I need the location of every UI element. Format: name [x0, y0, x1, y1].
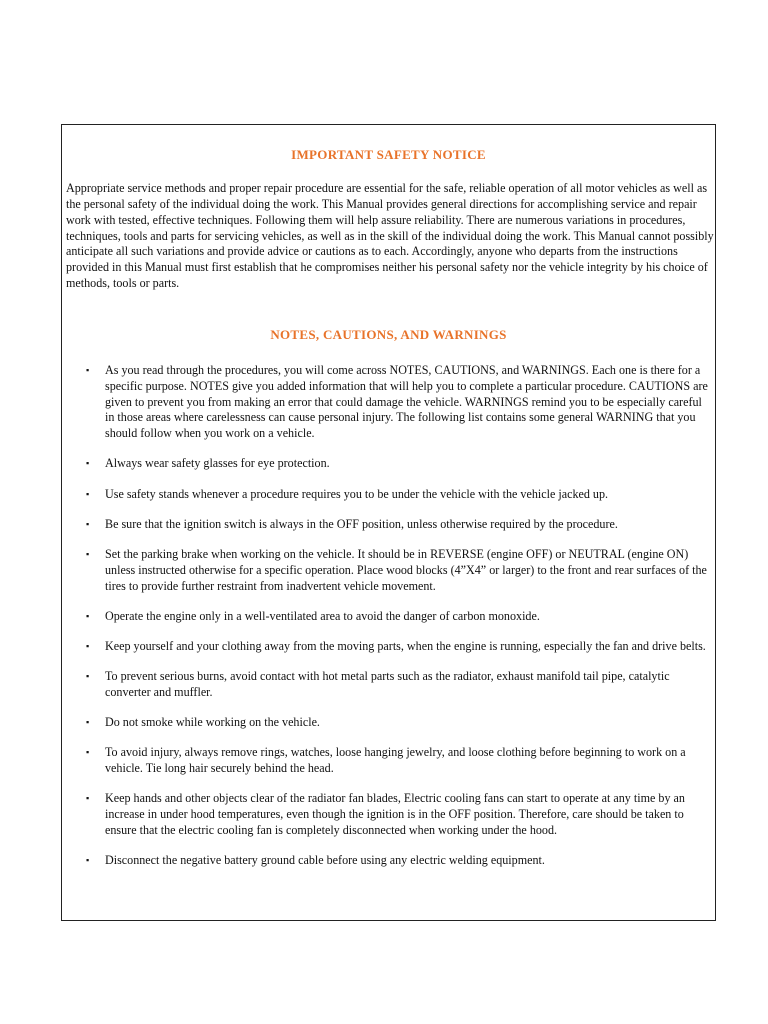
list-item: [62, 669, 715, 701]
list-item-text: Always wear safety glasses for eye protection.: [105, 456, 330, 471]
safety-notice-box: [61, 124, 716, 921]
square-bullet-icon: ▪: [86, 548, 90, 559]
list-item: [62, 639, 715, 655]
square-bullet-icon: ▪: [86, 855, 90, 866]
square-bullet-icon: ▪: [86, 610, 90, 621]
list-item-text: As you read through the procedures, you will come across NOTES, CAUTIONS, and WARNINGS. Each one is there for a specific purpose. NOTES give you added information that will help you to complete a particular procedure. CAUTIONS are given to prevent you from making an error that could damage the vehicle. WARNINGS remind you to be especially careful in those areas where carelessness can cause personal injury. The following list contains some general WARNING that you should follow when you work on a vehicle.: [105, 363, 708, 441]
list-item-text: Be sure that the ignition switch is always in the OFF position, unless otherwise required by the procedure.: [105, 516, 618, 531]
list-item: [62, 853, 715, 869]
list-item: [62, 363, 715, 442]
square-bullet-icon: ▪: [86, 518, 90, 529]
list-item-text: Do not smoke while working on the vehicle.: [105, 715, 320, 730]
list-item: [62, 547, 715, 594]
list-item: [62, 456, 715, 472]
warnings-section-title: NOTES, CAUTIONS, AND WARNINGS: [270, 327, 507, 342]
list-item: [62, 791, 715, 838]
list-item: [62, 609, 715, 625]
square-bullet-icon: ▪: [86, 488, 90, 499]
list-item-text: Set the parking brake when working on the vehicle. It should be in REVERSE (engine OFF) or NEUTRAL (engine ON) unless instructed otherwise for a specific operation. Place wood blocks (4”X4” or larger) to the front and rear surfaces of the tires to provide further restraint from inadvertent vehicle movement.: [105, 546, 707, 593]
list-item: [62, 715, 715, 731]
list-item-text: Keep yourself and your clothing away from the moving parts, when the engine is running, especially the fan and drive belts.: [105, 638, 706, 653]
list-item-text: Operate the engine only in a well-ventilated area to avoid the danger of carbon monoxide.: [105, 608, 540, 623]
list-item-text: To prevent serious burns, avoid contact with hot metal parts such as the radiator, exhaust manifold tail pipe, catalytic converter and muffler.: [105, 669, 670, 699]
square-bullet-icon: ▪: [86, 793, 90, 804]
square-bullet-icon: ▪: [86, 640, 90, 651]
square-bullet-icon: ▪: [86, 671, 90, 682]
list-item-text: Disconnect the negative battery ground cable before using any electric welding equipment.: [105, 853, 545, 868]
square-bullet-icon: ▪: [86, 747, 90, 758]
warnings-list: [62, 363, 715, 883]
square-bullet-icon: ▪: [86, 458, 90, 469]
list-item: [62, 517, 715, 533]
list-item: [62, 487, 715, 503]
square-bullet-icon: ▪: [86, 717, 90, 728]
safety-notice-paragraph: Appropriate service methods and proper repair procedure are essential for the safe, reliable operation of all motor vehicles as well as the personal safety of the individual doing the work. This Manual provides general directions for accomplishing service and repair work with tested, effective techniques. Following them will help assure reliability. There are numerous variations in procedures, techniques, tools and parts for servicing vehicles, as well as in the skill of the individual doing the work. This Manual cannot possibly anticipate all such variations and provide advice or cautions as to each. Accordingly, anyone who departs from the instructions provided in this Manual must first establish that he compromises neither his personal safety nor the vehicle integrity by his choice of methods, tools or parts.: [66, 181, 714, 291]
list-item-text: Keep hands and other objects clear of the radiator fan blades, Electric cooling fans can start to operate at any time by an increase in under hood temperatures, even though the ignition is in the OFF position. Therefore, care should be taken to ensure that the electric cooling fan is completely disconnected when working under the hood.: [105, 791, 685, 837]
square-bullet-icon: ▪: [86, 365, 90, 375]
list-item: [62, 745, 715, 777]
list-item-text: To avoid injury, always remove rings, watches, loose hanging jewelry, and loose clothing before beginning to work on a vehicle. Tie long hair securely behind the head.: [105, 745, 686, 776]
safety-notice-title: IMPORTANT SAFETY NOTICE: [291, 147, 486, 162]
list-item-text: Use safety stands whenever a procedure requires you to be under the vehicle with the vehicle jacked up.: [105, 486, 609, 501]
